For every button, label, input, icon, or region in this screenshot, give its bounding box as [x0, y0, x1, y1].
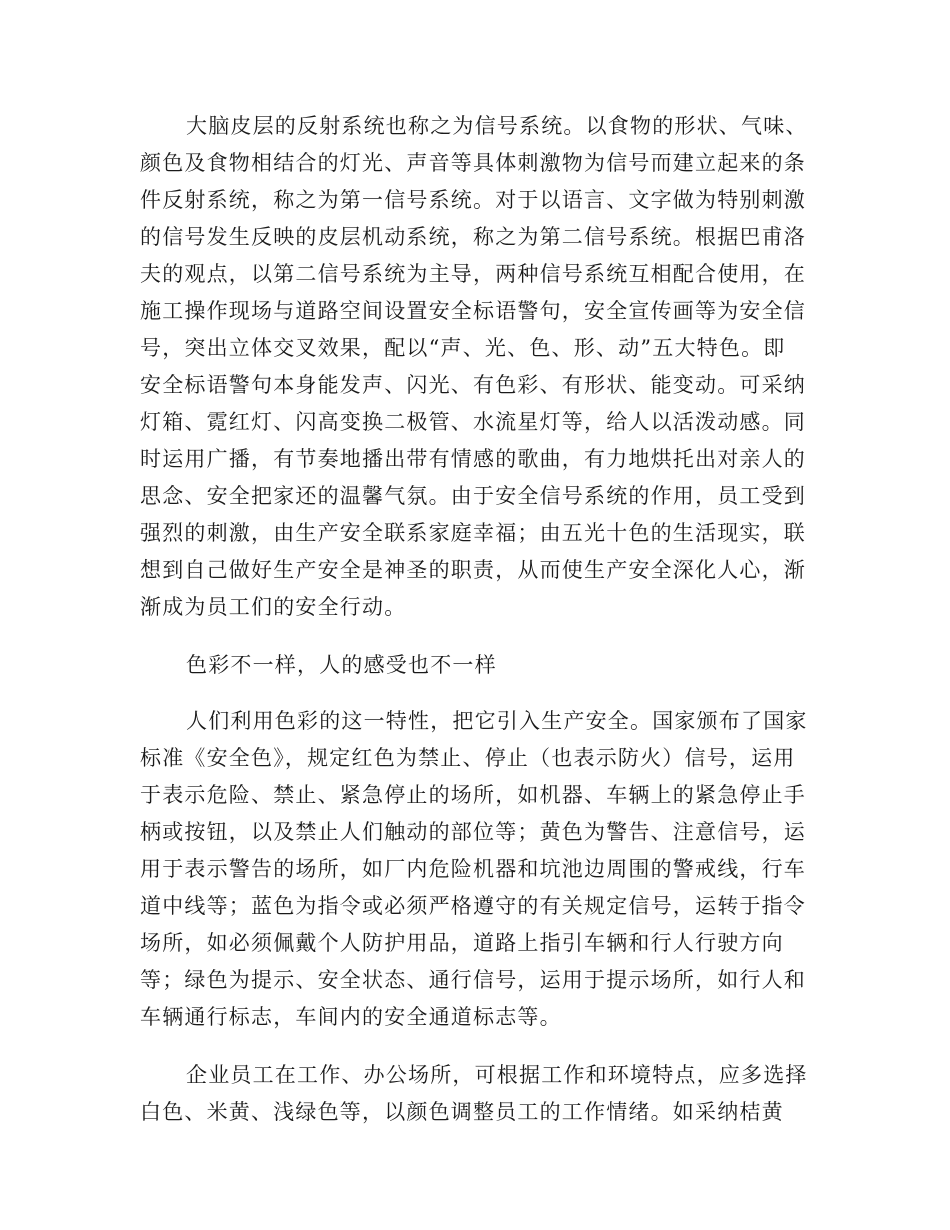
paragraph-1-line-1: 大脑皮层的反射系统也称之为信号系统。以食物的形状、气味、: [186, 114, 808, 138]
paragraph-2-line-2: 标准《安全色》，规定红色为禁止、停止（也表示防火）信号，运用: [140, 746, 796, 770]
paragraph-1-line-13: 想到自己做好生产安全是神圣的职责，从而使生产安全深化人心，渐: [140, 558, 806, 582]
paragraph-1-line-3: 件反射系统，称之为第一信号系统。对于以语言、文字做为特别刺激: [140, 188, 806, 212]
paragraph-2-line-9: 车辆通行标志，车间内的安全通道标志等。: [140, 1005, 562, 1029]
paragraph-2-line-6: 道中线等；蓝色为指令或必须严格遵守的有关规定信号，运转于指令: [140, 894, 806, 918]
paragraph-1-line-11: 思念、安全把家还的温馨气氛。由于安全信号系统的作用，员工受到: [140, 484, 806, 508]
paragraph-1-line-14: 渐成为员工们的安全行动。: [140, 595, 407, 619]
paragraph-1-line-4: 的信号发生反映的皮层机动系统，称之为第二信号系统。根据巴甫洛: [140, 225, 806, 249]
paragraph-2-line-5: 用于表示警告的场所，如厂内危险机器和坑池边周围的警戒线，行车: [140, 857, 806, 881]
paragraph-1-line-6: 施工操作现场与道路空间设置安全标语警句，安全宣传画等为安全信: [140, 299, 806, 323]
paragraph-2-line-7: 场所，如必须佩戴个人防护用品，道路上指引车辆和行人行驶方向: [140, 931, 784, 955]
paragraph-2-line-1: 人们利用色彩的这一特性，把它引入生产安全。国家颁布了国家: [186, 709, 808, 733]
paragraph-3-line-2: 白色、米黄、浅绿色等，以颜色调整员工的工作情绪。如采纳桔黄: [140, 1100, 784, 1124]
paragraph-2-line-3: 于表示危险、禁止、紧急停止的场所，如机器、车辆上的紧急停止手: [140, 783, 806, 807]
paragraph-1-line-9: 灯箱、霓红灯、闪高变换二极管、水流星灯等，给人以活泼动感。同: [140, 410, 806, 434]
paragraph-1-line-7: 号，突出立体交叉效果，配以“声、光、色、形、动”五大特色。即: [140, 336, 786, 360]
paragraph-1-line-5: 夫的观点，以第二信号系统为主导，两种信号系统互相配合使用，在: [140, 262, 806, 286]
paragraph-3-line-1: 企业员工在工作、办公场所，可根据工作和环境特点，应多选择: [186, 1063, 808, 1087]
paragraph-1-line-2: 颜色及食物相结合的灯光、声音等具体刺激物为信号而建立起来的条: [140, 151, 806, 175]
paragraph-1-line-10: 时运用广播，有节奏地播出带有情感的歌曲，有力地烘托出对亲人的: [140, 447, 806, 471]
paragraph-1-line-12: 强烈的刺激，由生产安全联系家庭幸福；由五光十色的生活现实，联: [140, 521, 806, 545]
paragraph-1-line-8: 安全标语警句本身能发声、闪光、有色彩、有形状、能变动。可采纳: [140, 373, 806, 397]
paragraph-2-line-4: 柄或按钮，以及禁止人们触动的部位等；黄色为警告、注意信号，运: [140, 820, 806, 844]
paragraph-2-line-8: 等；绿色为提示、安全状态、通行信号，运用于提示场所，如行人和: [140, 968, 806, 992]
section-heading: 色彩不一样，人的感受也不一样: [186, 653, 497, 677]
